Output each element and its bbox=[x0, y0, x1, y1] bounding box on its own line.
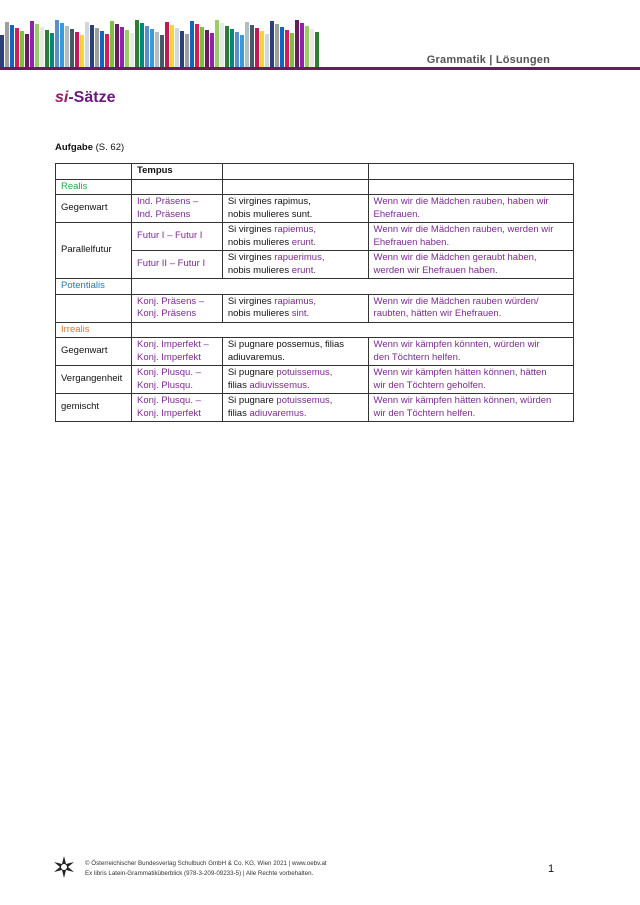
empty-cell bbox=[56, 294, 132, 322]
empty-cell bbox=[131, 322, 573, 338]
footer-copyright bbox=[85, 859, 327, 878]
latin-cell: Si virgines rapimus, nobis mulieres sunt. bbox=[222, 195, 368, 223]
title-rest: -Sätze bbox=[68, 89, 116, 106]
title-si: si bbox=[55, 89, 69, 106]
group-label-irrealis: Irrealis bbox=[56, 322, 132, 338]
book-spine bbox=[90, 25, 94, 67]
book-spine bbox=[275, 24, 279, 67]
book-spine bbox=[30, 21, 34, 67]
book-spine bbox=[50, 33, 54, 67]
book-spine bbox=[40, 27, 44, 67]
book-spine bbox=[20, 31, 24, 67]
book-spine bbox=[240, 35, 244, 67]
book-spine bbox=[125, 30, 129, 67]
book-spine bbox=[140, 23, 144, 67]
book-spine bbox=[10, 25, 14, 67]
group-row-realis bbox=[56, 179, 574, 195]
table-row bbox=[56, 294, 574, 322]
header-rule bbox=[0, 67, 640, 70]
book-spine bbox=[290, 33, 294, 67]
german-cell: Wenn wir kämpfen hätten können, hätten wir den Töchtern geholfen. bbox=[368, 366, 573, 394]
oebv-star-logo-icon bbox=[53, 856, 75, 878]
book-spine bbox=[100, 31, 104, 67]
row-label: Parallelfutur bbox=[56, 223, 132, 279]
book-spine bbox=[55, 20, 59, 67]
header-cell-3 bbox=[222, 164, 368, 180]
header-cell-4 bbox=[368, 164, 573, 180]
row-label: Vergangenheit bbox=[56, 366, 132, 394]
table-row bbox=[56, 251, 574, 279]
latin-cell: Si virgines rapiemus, nobis mulieres erunt. bbox=[222, 223, 368, 251]
latin-cell: Si pugnare potuissemus, filias adiuvissemus. bbox=[222, 366, 368, 394]
book-spine bbox=[175, 28, 179, 67]
german-cell: Wenn wir die Mädchen rauben, werden wir Ehefrauen haben. bbox=[368, 223, 573, 251]
book-spine bbox=[150, 29, 154, 67]
book-spine bbox=[310, 29, 314, 67]
book-spine bbox=[265, 34, 269, 67]
book-spine bbox=[180, 31, 184, 67]
book-spine bbox=[35, 24, 39, 67]
book-spine bbox=[165, 22, 169, 67]
book-spine bbox=[225, 26, 229, 67]
book-spine bbox=[215, 20, 219, 67]
book-spine bbox=[45, 30, 49, 67]
book-spine bbox=[75, 32, 79, 67]
book-spine bbox=[115, 24, 119, 67]
german-cell: Wenn wir die Mädchen rauben, haben wir Ehefrauen. bbox=[368, 195, 573, 223]
book-spine bbox=[65, 26, 69, 67]
latin-cell: Si virgines rapuerimus, nobis mulieres erunt. bbox=[222, 251, 368, 279]
latin-cell: Si pugnare possemus, filias adiuvaremus. bbox=[222, 338, 368, 366]
empty-cell bbox=[368, 179, 573, 195]
book-spine bbox=[70, 29, 74, 67]
header-cell-tempus: Tempus bbox=[131, 164, 222, 180]
book-spine bbox=[220, 23, 224, 67]
empty-cell bbox=[222, 179, 368, 195]
book-spine bbox=[280, 27, 284, 67]
book-spine bbox=[315, 32, 319, 67]
book-spine bbox=[190, 21, 194, 67]
tempus-cell: Futur I – Futur I bbox=[131, 223, 222, 251]
book-spine bbox=[105, 34, 109, 67]
table-row bbox=[56, 223, 574, 251]
tempus-cell: Konj. Plusqu. – Konj. Plusqu. bbox=[131, 366, 222, 394]
tempus-cell: Konj. Imperfekt – Konj. Imperfekt bbox=[131, 338, 222, 366]
table-row bbox=[56, 195, 574, 223]
row-label: gemischt bbox=[56, 394, 132, 422]
group-row-potentialis bbox=[56, 279, 574, 295]
page-number: 1 bbox=[548, 863, 555, 875]
tempus-cell: Ind. Präsens – Ind. Präsens bbox=[131, 195, 222, 223]
task-label: Aufgabe bbox=[55, 142, 93, 153]
book-spine bbox=[80, 35, 84, 67]
german-cell: Wenn wir kämpfen hätten können, würden wir den Töchtern helfen. bbox=[368, 394, 573, 422]
book-spine bbox=[185, 34, 189, 67]
book-spine bbox=[110, 21, 114, 67]
book-spine bbox=[160, 35, 164, 67]
row-label: Gegenwart bbox=[56, 195, 132, 223]
group-row-irrealis bbox=[56, 322, 574, 338]
book-spine bbox=[260, 31, 264, 67]
tempus-cell: Konj. Präsens – Konj. Präsens bbox=[131, 294, 222, 322]
footer-line-1: © Österreichischer Bundesverlag Schulbuch GmbH & Co. KG, Wien 2021 | www.oebv.at bbox=[85, 860, 327, 867]
book-spine bbox=[5, 22, 9, 67]
empty-cell bbox=[131, 279, 573, 295]
tempus-cell: Konj. Plusqu. – Konj. Imperfekt bbox=[131, 394, 222, 422]
book-spine bbox=[130, 33, 134, 67]
book-spine bbox=[195, 24, 199, 67]
latin-cell: Si pugnare potuissemus, filias adiuvaremus. bbox=[222, 394, 368, 422]
book-spine bbox=[145, 26, 149, 67]
book-spine bbox=[200, 27, 204, 67]
book-spine bbox=[305, 26, 309, 67]
german-cell: Wenn wir die Mädchen rauben würden/ raubten, hätten wir Ehefrauen. bbox=[368, 294, 573, 322]
si-saetze-table bbox=[55, 163, 574, 422]
tempus-cell: Futur II – Futur I bbox=[131, 251, 222, 279]
german-cell: Wenn wir kämpfen könnten, würden wir den Töchtern helfen. bbox=[368, 338, 573, 366]
german-cell: Wenn wir die Mädchen geraubt haben, werden wir Ehefrauen haben. bbox=[368, 251, 573, 279]
book-spine bbox=[15, 28, 19, 67]
book-spine bbox=[60, 23, 64, 67]
book-spine bbox=[245, 22, 249, 67]
book-spine bbox=[295, 20, 299, 67]
book-spine bbox=[205, 30, 209, 67]
book-spine bbox=[235, 32, 239, 67]
book-spine bbox=[25, 34, 29, 67]
book-spine bbox=[120, 27, 124, 67]
empty-cell bbox=[131, 179, 222, 195]
book-spine bbox=[210, 33, 214, 67]
book-spine bbox=[95, 28, 99, 67]
table-header-row bbox=[56, 164, 574, 180]
book-spine bbox=[155, 32, 159, 67]
group-label-potentialis: Potentialis bbox=[56, 279, 132, 295]
book-spine bbox=[255, 28, 259, 67]
row-label: Gegenwart bbox=[56, 338, 132, 366]
book-spine bbox=[135, 20, 139, 67]
footer-line-2: Ex libris Latein-Grammatiküberblick (978-3-209-09233-5) | Alle Rechte vorbehalten. bbox=[85, 869, 314, 877]
task-heading bbox=[55, 142, 124, 153]
table-row bbox=[56, 366, 574, 394]
header-label: Grammatik | Lösungen bbox=[426, 54, 550, 66]
group-label-realis: Realis bbox=[56, 179, 132, 195]
table-row bbox=[56, 394, 574, 422]
latin-cell: Si virgines rapiamus, nobis mulieres sint. bbox=[222, 294, 368, 322]
table-row bbox=[56, 338, 574, 366]
book-spine bbox=[300, 23, 304, 67]
book-spine bbox=[285, 30, 289, 67]
book-spine bbox=[85, 22, 89, 67]
page-title bbox=[55, 89, 115, 107]
book-spine bbox=[270, 21, 274, 67]
book-spine bbox=[170, 25, 174, 67]
book-spine bbox=[230, 29, 234, 67]
book-spine bbox=[0, 35, 4, 67]
header-cell-1 bbox=[56, 164, 132, 180]
book-spine bbox=[250, 25, 254, 67]
task-ref: (S. 62) bbox=[93, 142, 125, 153]
